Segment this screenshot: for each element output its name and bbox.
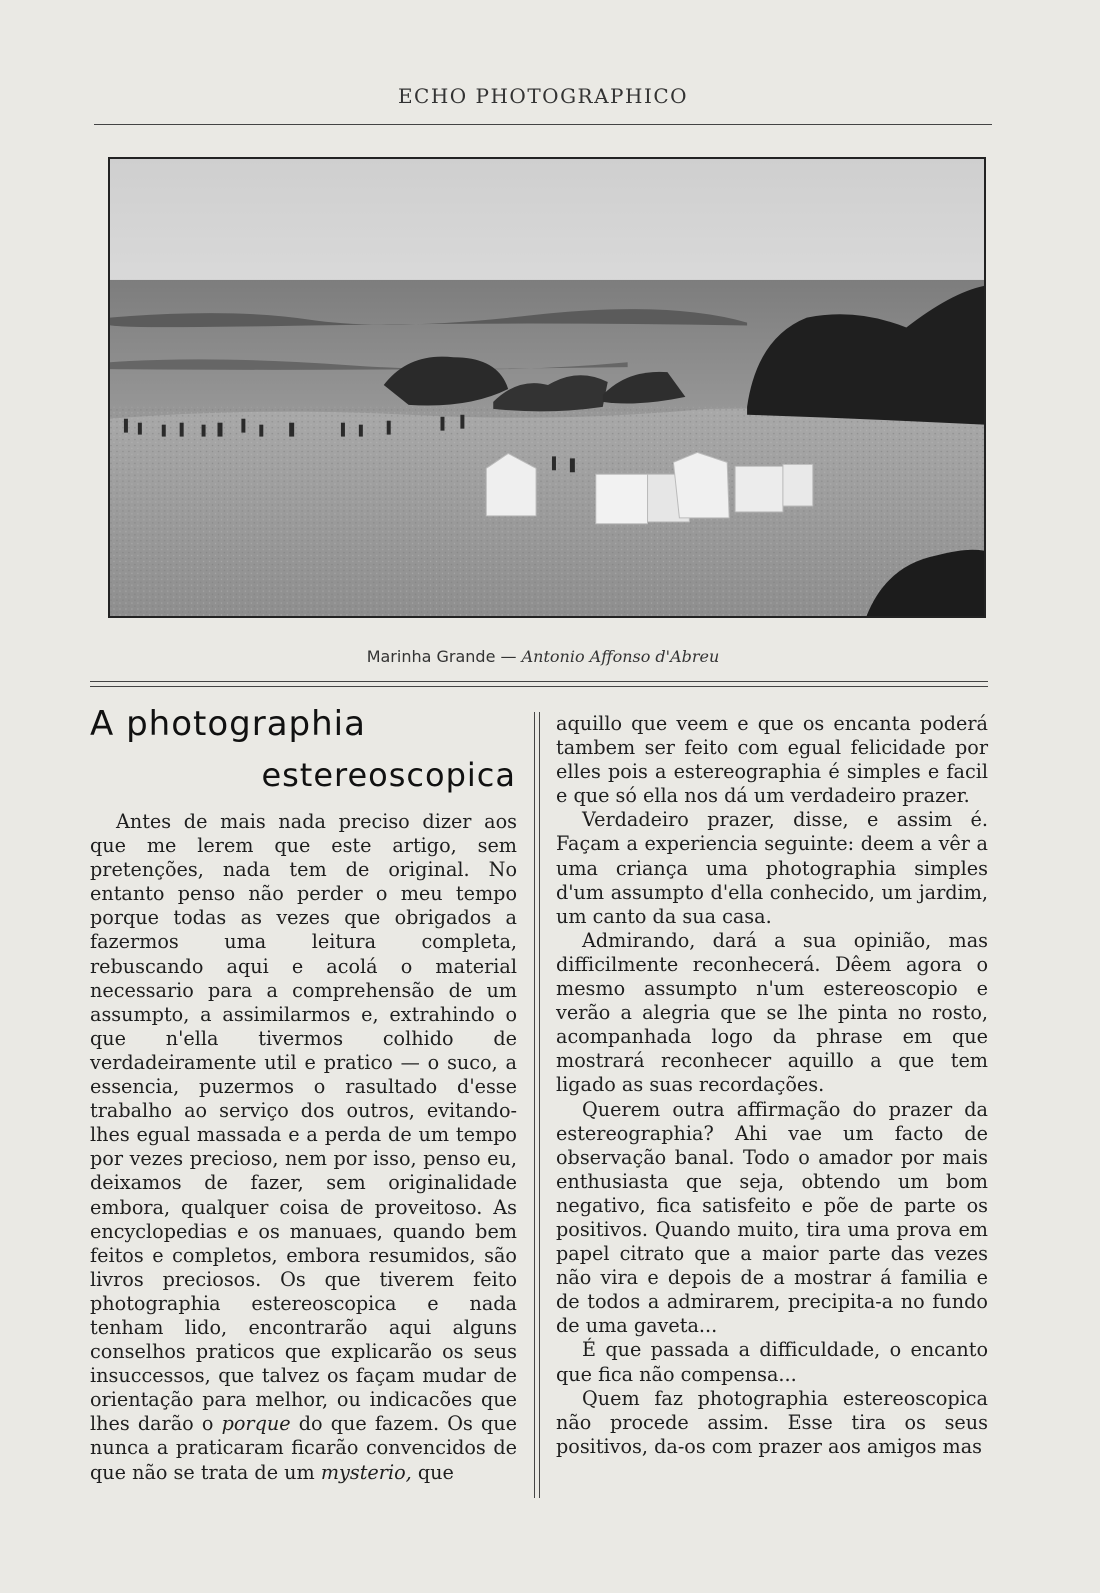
caption-place: Marinha Grande — [366, 647, 496, 666]
left-column — [90, 810, 517, 1485]
paragraph: Admirando, dará a sua opinião, mas difficilmente reconhecerá. Dêem agora o mesmo assumpto n'um estereoscopio e verão a alegria que se lhe pinta no rosto, acompanhada logo da phrase em que mostrará reconhecer aquillo a que tem ligado as suas recordações. — [556, 928, 988, 1097]
article-title-line-1: A photographia — [90, 704, 366, 744]
paragraph: Verdadeiro prazer, disse, e assim é. Façam a experiencia seguinte: deem a vêr a uma criança uma photographia simples d'um assumpto d'ella conhecido, um jardim, um canto da sua casa. — [556, 808, 988, 928]
article-title-line-2: estereoscopica — [261, 756, 516, 794]
photo-caption — [94, 647, 992, 666]
right-column — [556, 712, 988, 1459]
section-double-rule — [90, 681, 988, 687]
paragraph-text: que — [417, 1460, 454, 1484]
paragraph: É que passada a difficuldade, o encanto que fica não compensa... — [556, 1338, 988, 1386]
header-rule — [94, 124, 992, 125]
beach-scene-illustration — [110, 159, 984, 616]
sky — [110, 159, 984, 283]
paragraph: Querem outra affirmação do prazer da estereographia? Ahi vae um facto de observação banal. Todo o amador por mais enthusiasta que seja, obtendo um bom negativo, fica satisfeito e põe de parte os positivos. Quando muito, tira uma prova em papel citrato que a maior parte das vezes não vira e depois de a mostrar á familia e de todos a admirarem, precipita-a no fundo de uma gaveta... — [556, 1097, 988, 1338]
paragraph-text: Antes de mais nada preciso dizer aos que me lerem que este artigo, sem pretenções, nada tem de original. No entanto penso não perder o meu tempo porque todas as vezes que obrigados a fazermos uma leitura completa, rebuscando aqui e acolá o material necessario para a comprehensão de um assumpto, a assimilarmos e, extrahindo o que n'ella tivermos colhido de verdadeiramente util e pratico — o suco, a essencia, puzermos o rasultado d'esse trabalho ao serviço dos outros, evitando-lhes egual massada e a perda de um tempo por vezes precioso, nem por isso, penso eu, deixamos de fazer, sem originalidade embora, qualquer coisa de proveitoso. As encyclopedias e os manuaes, quando bem feitos e completos, embora resumidos, são livros preciosos. Os que tiverem feito photographia estereoscopica e nada tenham lido, encontrarão aqui alguns conselhos praticos que explicarão os seus insuccessos, que talvez os façam mudar de orientação para melhor, ou indicacões que lhes darão o — [90, 810, 517, 1436]
paragraph-text: do que fazem. Os que nunca a praticaram ficarão convencidos de que não se trata de um — [90, 1412, 517, 1484]
running-head: ECHO PHOTOGRAPHICO — [397, 84, 689, 108]
sand-texture — [110, 407, 984, 616]
caption-author: Antonio Affonso d'Abreu — [521, 647, 720, 666]
caption-dash: — — [500, 647, 517, 666]
paragraph: Quem faz photographia estereoscopica não procede assim. Esse tira os seus positivos, da-os com prazer aos amigos mas — [556, 1386, 988, 1458]
beach-photograph — [108, 157, 986, 618]
emphasis-text: mysterio, — [320, 1460, 412, 1484]
emphasis-text: porque — [221, 1412, 291, 1436]
column-divider — [534, 712, 540, 1498]
paragraph — [90, 810, 517, 1485]
paragraph: aquillo que veem e que os encanta poderá tambem ser feito com egual felicidade por elles pois a estereographia é simples e facil e que só ella nos dá um verdadeiro prazer. — [556, 712, 988, 808]
